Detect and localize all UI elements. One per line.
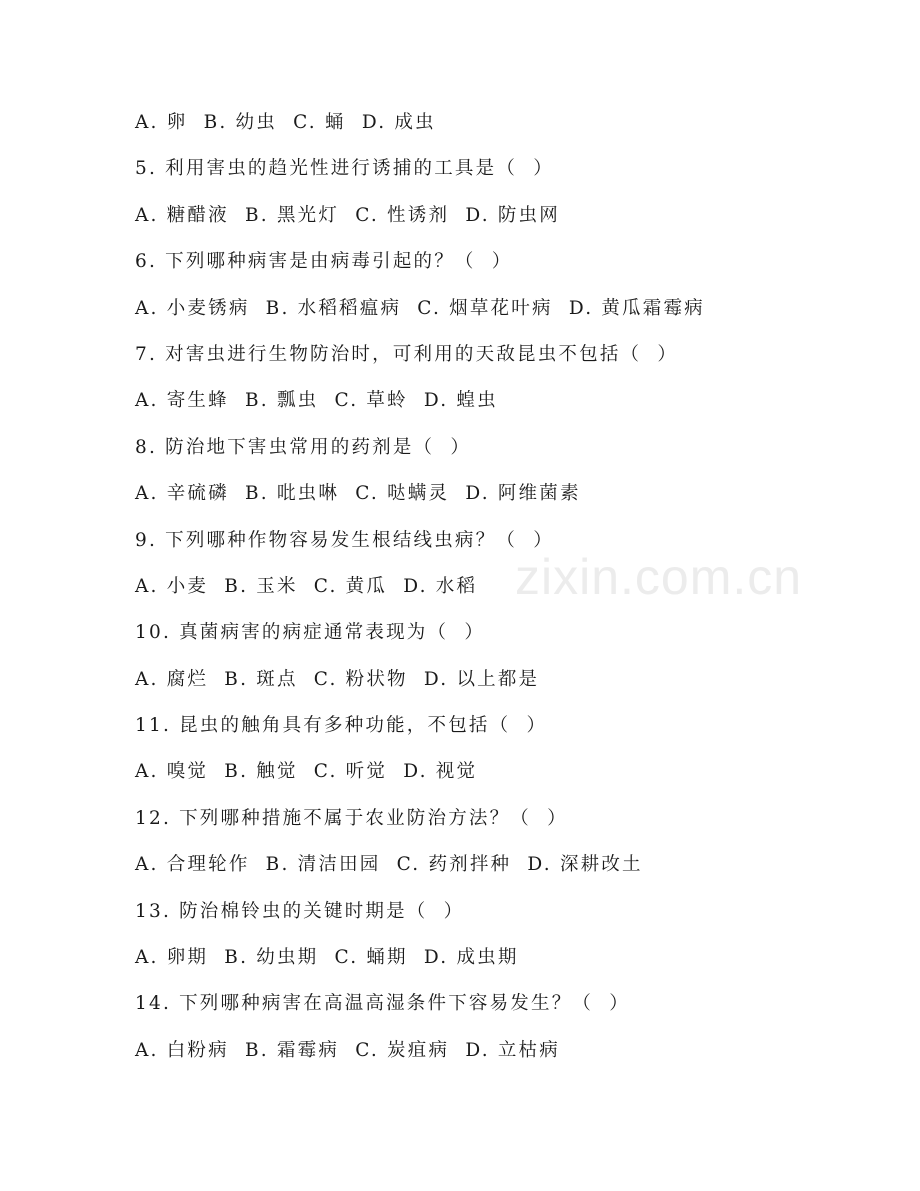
question-6: 6. 下列哪种病害是由病毒引起的？（ ）: [135, 251, 513, 273]
question-10: 10. 真菌病害的病症通常表现为（ ）: [135, 622, 486, 644]
options-q13: A. 卵期 B. 幼虫期 C. 蛹期 D. 成虫期: [135, 947, 519, 969]
options-q6: A. 小麦锈病 B. 水稻稻瘟病 C. 烟草花叶病 D. 黄瓜霜霉病: [135, 297, 705, 319]
question-5: 5. 利用害虫的趋光性进行诱捕的工具是（ ）: [135, 158, 554, 180]
options-q10: A. 腐烂 B. 斑点 C. 粉状物 D. 以上都是: [135, 668, 540, 690]
options-q8: A. 辛硫磷 B. 吡虫啉 C. 哒螨灵 D. 阿维菌素: [135, 483, 581, 505]
options-q11: A. 嗅觉 B. 触觉 C. 听觉 D. 视觉: [135, 761, 478, 783]
options-q14: A. 白粉病 B. 霜霉病 C. 炭疽病 D. 立枯病: [135, 1039, 560, 1061]
question-7: 7. 对害虫进行生物防治时，可利用的天敌昆虫不包括（ ）: [135, 343, 679, 365]
watermark: zixin.com.cn: [515, 549, 803, 605]
question-12: 12. 下列哪种措施不属于农业防治方法？（ ）: [135, 807, 568, 829]
question-9: 9. 下列哪种作物容易发生根结线虫病？（ ）: [135, 529, 554, 551]
question-13: 13. 防治棉铃虫的关键时期是（ ）: [135, 900, 465, 922]
options-q4: A. 卵 B. 幼虫 C. 蛹 D. 成虫: [135, 112, 436, 133]
question-14: 14. 下列哪种病害在高温高湿条件下容易发生？（ ）: [135, 993, 630, 1015]
options-q5: A. 糖醋液 B. 黑光灯 C. 性诱剂 D. 防虫网: [135, 204, 560, 226]
options-q12: A. 合理轮作 B. 清洁田园 C. 药剂拌种 D. 深耕改土: [135, 854, 643, 876]
options-q9: A. 小麦 B. 玉米 C. 黄瓜 D. 水稻: [135, 575, 478, 597]
question-11: 11. 昆虫的触角具有多种功能，不包括（ ）: [135, 715, 548, 737]
options-q7: A. 寄生蜂 B. 瓢虫 C. 草蛉 D. 蝗虫: [135, 390, 498, 412]
question-8: 8. 防治地下害虫常用的药剂是（ ）: [135, 436, 472, 458]
question-list: [135, 104, 835, 1078]
